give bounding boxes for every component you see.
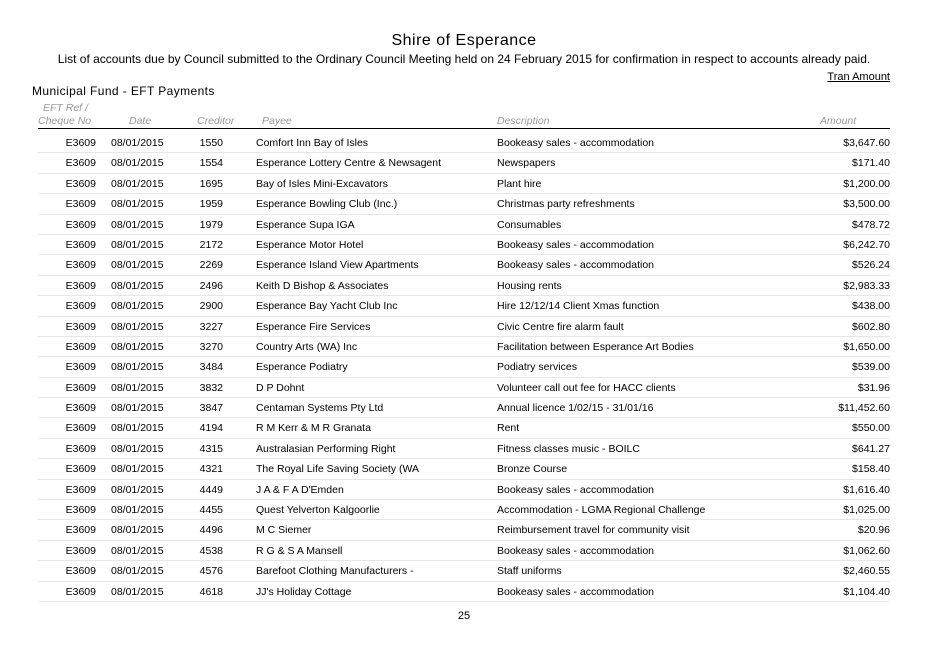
cell-description: Reimbursement travel for community visit — [497, 524, 690, 537]
cell-date: 08/01/2015 — [111, 524, 164, 537]
cell-amount: $526.24 — [852, 259, 890, 272]
cell-description: Consumables — [497, 218, 562, 231]
cell-creditor: 4321 — [199, 463, 223, 476]
cell-date: 08/01/2015 — [111, 259, 164, 272]
cell-payee: Esperance Motor Hotel — [256, 238, 364, 251]
cell-amount: $438.00 — [852, 300, 890, 313]
cell-amount: $158.40 — [852, 463, 890, 476]
tran-amount-label: Tran Amount — [827, 71, 890, 83]
cell-ref: E3609 — [65, 259, 96, 272]
cell-amount: $1,200.00 — [843, 177, 890, 190]
cell-payee: Esperance Podiatry — [256, 361, 348, 374]
cell-date: 08/01/2015 — [111, 442, 164, 455]
cell-amount: $1,616.40 — [843, 483, 890, 496]
cell-description: Fitness classes music - BOILC — [497, 442, 640, 455]
cell-date: 08/01/2015 — [111, 340, 164, 353]
cell-ref: E3609 — [65, 340, 96, 353]
cell-amount: $3,500.00 — [843, 198, 890, 211]
cell-description: Plant hire — [497, 177, 542, 190]
cell-creditor: 1695 — [199, 177, 223, 190]
cell-ref: E3609 — [65, 544, 96, 557]
cell-ref: E3609 — [65, 300, 96, 313]
cell-date: 08/01/2015 — [111, 177, 164, 190]
column-header-payee: Payee — [262, 115, 292, 127]
cell-ref: E3609 — [65, 279, 96, 292]
cell-description: Bookeasy sales - accommodation — [497, 137, 654, 149]
cell-creditor: 1979 — [199, 218, 223, 231]
cell-creditor: 1959 — [199, 198, 223, 211]
table-row — [0, 338, 928, 358]
column-header-creditor: Creditor — [197, 115, 235, 127]
cell-amount: $539.00 — [852, 361, 890, 374]
cell-payee: Centaman Systems Pty Ltd — [256, 402, 384, 415]
section-title: Municipal Fund - EFT Payments — [32, 84, 215, 98]
cell-payee: R G & S A Mansell — [256, 544, 343, 557]
cell-date: 08/01/2015 — [111, 137, 164, 149]
column-header-amount: Amount — [820, 115, 857, 127]
cell-payee: Esperance Fire Services — [256, 320, 371, 333]
column-header-ref-line2: Cheque No — [38, 115, 92, 127]
cell-creditor: 2269 — [199, 259, 223, 272]
cell-ref: E3609 — [65, 504, 96, 517]
cell-description: Newspapers — [497, 157, 556, 170]
cell-date: 08/01/2015 — [111, 585, 164, 598]
table-row — [0, 440, 928, 460]
cell-creditor: 4618 — [199, 585, 223, 598]
table-row — [0, 542, 928, 562]
cell-date: 08/01/2015 — [111, 238, 164, 251]
cell-description: Accommodation - LGMA Regional Challenge — [497, 504, 706, 517]
table-row — [0, 358, 928, 378]
cell-creditor: 3832 — [199, 381, 223, 394]
cell-date: 08/01/2015 — [111, 504, 164, 517]
table-row — [0, 562, 928, 582]
cell-creditor: 4449 — [199, 483, 223, 496]
cell-ref: E3609 — [65, 137, 96, 149]
cell-creditor: 3847 — [199, 402, 223, 415]
header-divider — [38, 128, 890, 129]
cell-description: Volunteer call out fee for HACC clients — [497, 381, 676, 394]
cell-description: Housing rents — [497, 279, 562, 292]
cell-creditor: 4496 — [199, 524, 223, 537]
column-header-ref-line1: EFT Ref / — [43, 102, 88, 114]
cell-date: 08/01/2015 — [111, 422, 164, 435]
cell-payee: Country Arts (WA) Inc — [256, 340, 358, 353]
cell-date: 08/01/2015 — [111, 198, 164, 211]
cell-date: 08/01/2015 — [111, 483, 164, 496]
cell-amount: $2,460.55 — [843, 565, 890, 578]
cell-creditor: 4538 — [199, 544, 223, 557]
table-row — [0, 399, 928, 419]
cell-description: Bookeasy sales - accommodation — [497, 483, 654, 496]
cell-creditor: 3270 — [199, 340, 223, 353]
cell-payee: J A & F A D'Emden — [256, 483, 344, 496]
cell-creditor: 4576 — [199, 565, 223, 578]
page-number: 25 — [457, 610, 471, 622]
cell-date: 08/01/2015 — [111, 381, 164, 394]
cell-amount: $602.80 — [852, 320, 890, 333]
cell-ref: E3609 — [65, 442, 96, 455]
table-row — [0, 501, 928, 521]
column-header-description: Description — [497, 115, 550, 127]
cell-amount: $550.00 — [852, 422, 890, 435]
cell-amount: $1,104.40 — [843, 585, 890, 598]
cell-date: 08/01/2015 — [111, 300, 164, 313]
table-row — [0, 481, 928, 501]
page-subtitle: List of accounts due by Council submitted to the Ordinary Council Meeting held on 24 February 2015 for confirmation in respect to accounts already paid. — [57, 52, 871, 66]
table-row — [0, 297, 928, 317]
cell-ref: E3609 — [65, 422, 96, 435]
cell-ref: E3609 — [65, 463, 96, 476]
cell-creditor: 4315 — [199, 442, 223, 455]
cell-description: Podiatry services — [497, 361, 577, 374]
table-row — [0, 216, 928, 236]
cell-description: Christmas party refreshments — [497, 198, 635, 211]
table-row — [0, 277, 928, 297]
cell-amount: $11,452.60 — [838, 402, 890, 415]
cell-creditor: 3227 — [199, 320, 223, 333]
cell-description: Rent — [497, 422, 520, 435]
column-header-date: Date — [129, 115, 152, 127]
cell-description: Bookeasy sales - accommodation — [497, 259, 654, 272]
table-row — [0, 134, 928, 154]
cell-payee: Esperance Bay Yacht Club Inc — [256, 300, 398, 313]
table-row — [0, 460, 928, 480]
cell-amount: $31.96 — [857, 381, 890, 394]
cell-payee: Australasian Performing Right — [256, 442, 396, 455]
cell-payee: D P Dohnt — [256, 381, 305, 394]
cell-creditor: 1554 — [199, 157, 223, 170]
cell-amount: $641.27 — [852, 442, 890, 455]
cell-description: Hire 12/12/14 Client Xmas function — [497, 300, 660, 313]
cell-creditor: 2172 — [199, 238, 223, 251]
cell-date: 08/01/2015 — [111, 565, 164, 578]
cell-ref: E3609 — [65, 361, 96, 374]
cell-amount: $1,650.00 — [843, 340, 890, 353]
table-row — [0, 195, 928, 215]
table-row — [0, 256, 928, 276]
cell-amount: $1,062.60 — [843, 544, 890, 557]
cell-payee: Bay of Isles Mini-Excavators — [256, 177, 388, 190]
cell-ref: E3609 — [65, 198, 96, 211]
table-row — [0, 583, 928, 603]
cell-date: 08/01/2015 — [111, 218, 164, 231]
cell-description: Bookeasy sales - accommodation — [497, 544, 654, 557]
cell-date: 08/01/2015 — [111, 402, 164, 415]
cell-description: Bronze Course — [497, 463, 568, 476]
table-row — [0, 521, 928, 541]
cell-amount: $2,983.33 — [843, 279, 890, 292]
cell-ref: E3609 — [65, 177, 96, 190]
cell-creditor: 2900 — [199, 300, 223, 313]
cell-ref: E3609 — [65, 585, 96, 598]
cell-payee: The Royal Life Saving Society (WA — [256, 463, 420, 476]
cell-payee: Esperance Lottery Centre & Newsagent — [256, 157, 442, 170]
cell-creditor: 4194 — [199, 422, 223, 435]
cell-payee: JJ's Holiday Cottage — [256, 585, 352, 598]
cell-payee: Keith D Bishop & Associates — [256, 279, 389, 292]
table-row — [0, 175, 928, 195]
table-row — [0, 379, 928, 399]
cell-ref: E3609 — [65, 565, 96, 578]
cell-ref: E3609 — [65, 381, 96, 394]
cell-creditor: 2496 — [199, 279, 223, 292]
cell-amount: $3,647.60 — [843, 137, 890, 149]
cell-payee: Comfort Inn Bay of Isles — [256, 137, 369, 149]
cell-payee: R M Kerr & M R Granata — [256, 422, 371, 435]
cell-ref: E3609 — [65, 483, 96, 496]
payments-table — [0, 134, 928, 603]
cell-ref: E3609 — [65, 238, 96, 251]
cell-payee: Barefoot Clothing Manufacturers - — [256, 565, 414, 578]
cell-payee: Esperance Island View Apartments — [256, 259, 419, 272]
table-row — [0, 236, 928, 256]
table-row — [0, 419, 928, 439]
cell-amount: $478.72 — [852, 218, 890, 231]
cell-ref: E3609 — [65, 218, 96, 231]
cell-description: Facilitation between Esperance Art Bodies — [497, 340, 694, 353]
cell-description: Staff uniforms — [497, 565, 562, 578]
cell-amount: $6,242.70 — [843, 238, 890, 251]
cell-date: 08/01/2015 — [111, 157, 164, 170]
page-title: Shire of Esperance — [391, 32, 537, 49]
cell-creditor: 4455 — [199, 504, 223, 517]
cell-ref: E3609 — [65, 157, 96, 170]
cell-payee: Esperance Supa IGA — [256, 218, 355, 231]
cell-ref: E3609 — [65, 320, 96, 333]
cell-creditor: 1550 — [199, 137, 223, 149]
cell-date: 08/01/2015 — [111, 361, 164, 374]
cell-ref: E3609 — [65, 524, 96, 537]
cell-date: 08/01/2015 — [111, 320, 164, 333]
cell-payee: M C Siemer — [256, 524, 312, 537]
cell-amount: $20.96 — [857, 524, 890, 537]
cell-description: Bookeasy sales - accommodation — [497, 238, 654, 251]
cell-date: 08/01/2015 — [111, 544, 164, 557]
cell-description: Civic Centre fire alarm fault — [497, 320, 624, 333]
cell-date: 08/01/2015 — [111, 463, 164, 476]
cell-ref: E3609 — [65, 402, 96, 415]
cell-description: Bookeasy sales - accommodation — [497, 585, 654, 598]
table-row — [0, 318, 928, 338]
cell-description: Annual licence 1/02/15 - 31/01/16 — [497, 402, 654, 415]
cell-date: 08/01/2015 — [111, 279, 164, 292]
table-row — [0, 154, 928, 174]
cell-amount: $1,025.00 — [843, 504, 890, 517]
cell-amount: $171.40 — [852, 157, 890, 170]
cell-creditor: 3484 — [199, 361, 223, 374]
cell-payee: Quest Yelverton Kalgoorlie — [256, 504, 380, 517]
cell-payee: Esperance Bowling Club (Inc.) — [256, 198, 398, 211]
